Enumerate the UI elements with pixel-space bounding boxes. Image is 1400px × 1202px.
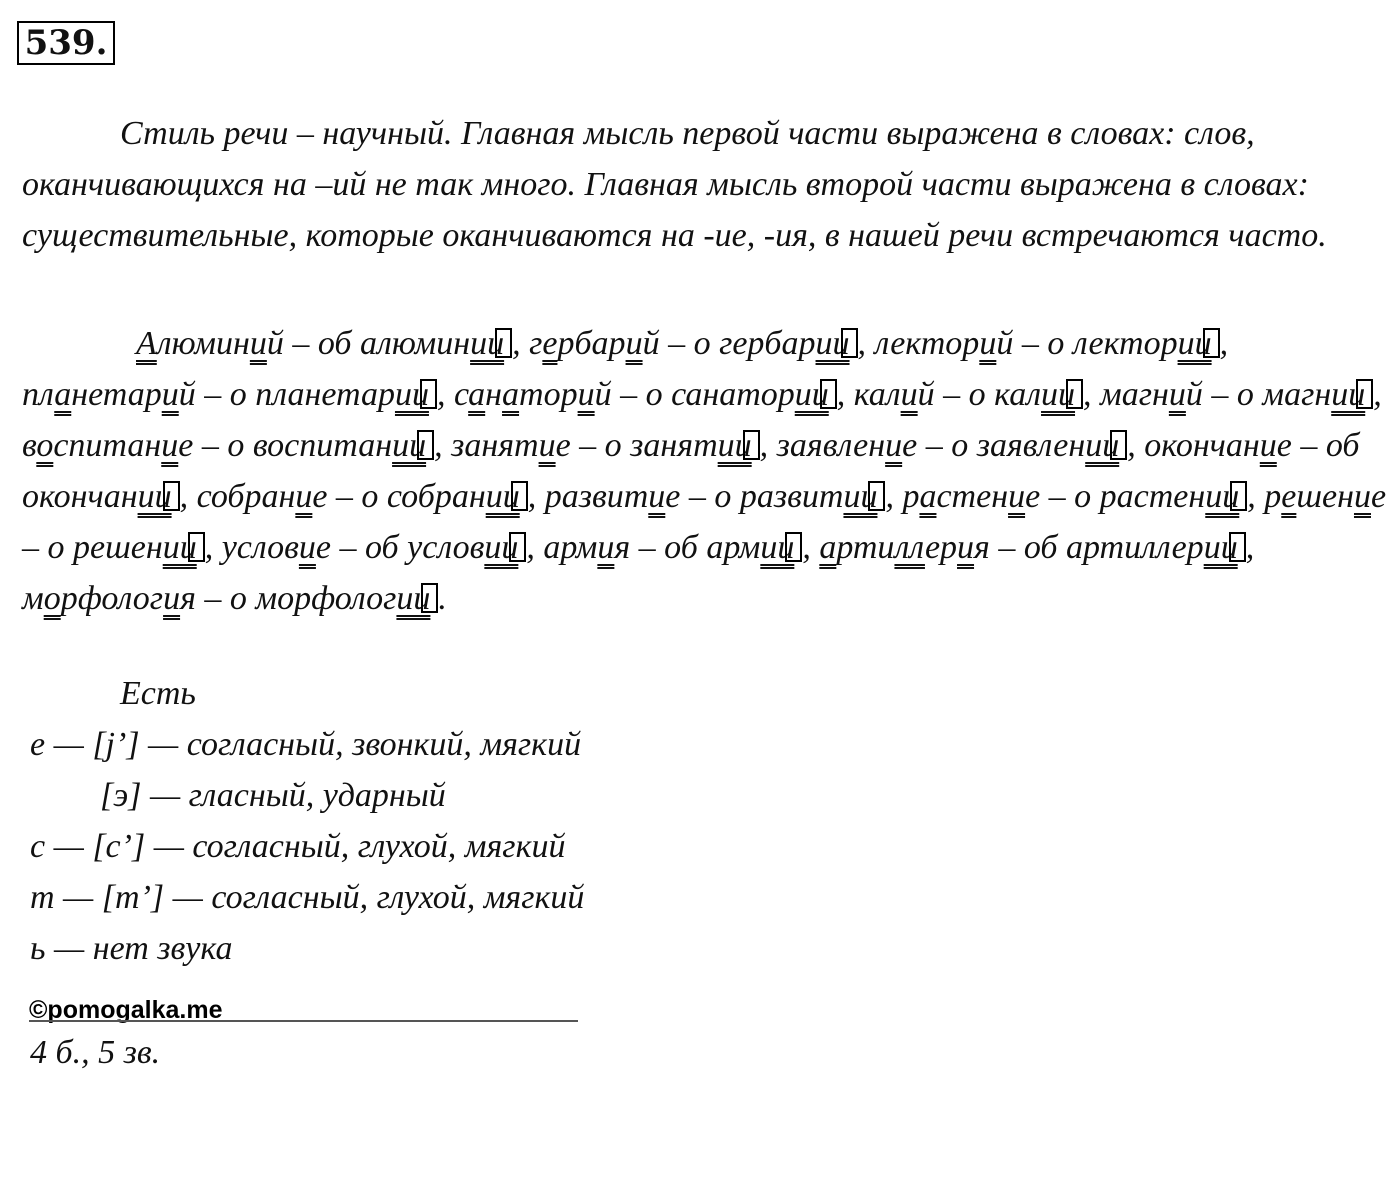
ending-box-icon (1230, 481, 1247, 511)
analysis-text: Стиль речи – научный. Главная мысль первой части выражена в словах: слов, оканчивающихся на –ий не так много. Главная мысль второй части выражена в словах: существительные, которые оканчиваются на -ие, -ия, в нашей речи встречаются часто. (22, 115, 1327, 254)
ending-box-icon (163, 481, 180, 511)
phonetic-line: с — [с’] — согласный, глухой, мягкий (30, 828, 566, 865)
divider-line (29, 1020, 578, 1022)
watermark: ©pomogalka.me (29, 996, 223, 1024)
task-number: 539. (17, 21, 115, 65)
phonetic-line: т — [т’] — согласный, глухой, мягкий (30, 879, 585, 916)
ending-box-icon (509, 532, 526, 562)
ending-box-icon (743, 430, 760, 460)
ending-box-icon (1203, 328, 1220, 358)
phonetic-line: ь — нет звука (30, 930, 233, 967)
word-pairs-paragraph (22, 318, 1392, 624)
phonetic-line: е — [j’] — согласный, звонкий, мягкий (30, 726, 582, 763)
ending-box-icon (1356, 379, 1373, 409)
ending-box-icon (1110, 430, 1127, 460)
ending-box-icon (511, 481, 528, 511)
ending-box-icon (868, 481, 885, 511)
phonetic-line: [э] — гласный, ударный (100, 777, 446, 814)
phonetic-analysis (30, 668, 584, 974)
ending-box-icon (421, 583, 438, 613)
phonetic-heading: Есть (120, 675, 196, 712)
letters-sounds-summary: 4 б., 5 зв. (30, 1034, 161, 1071)
ending-box-icon (841, 328, 858, 358)
ending-box-icon (1229, 532, 1246, 562)
ending-box-icon (188, 532, 205, 562)
ending-box-icon (495, 328, 512, 358)
analysis-paragraph (22, 108, 1372, 261)
ending-box-icon (785, 532, 802, 562)
ending-box-icon (420, 379, 437, 409)
ending-box-icon (417, 430, 434, 460)
ending-box-icon (820, 379, 837, 409)
word-pair: Алюминий – об алюминии , гербарий – о гербарии , лекторий – о лектории , планетарий – о планетарии , санаторий – о санатории , калий – о калии , магний – о магнии , воспитание – о воспитании , занятие – о занятии , заявление – о заявлении , окончание – об окончании , собрание – о собрании , развитие – о развитии , растение – о растении , решение – о решении , условие – об условии , армия – об армии , артиллерия – об артиллерии , морфология – о морфологии . (22, 325, 1387, 617)
ending-box-icon (1066, 379, 1083, 409)
